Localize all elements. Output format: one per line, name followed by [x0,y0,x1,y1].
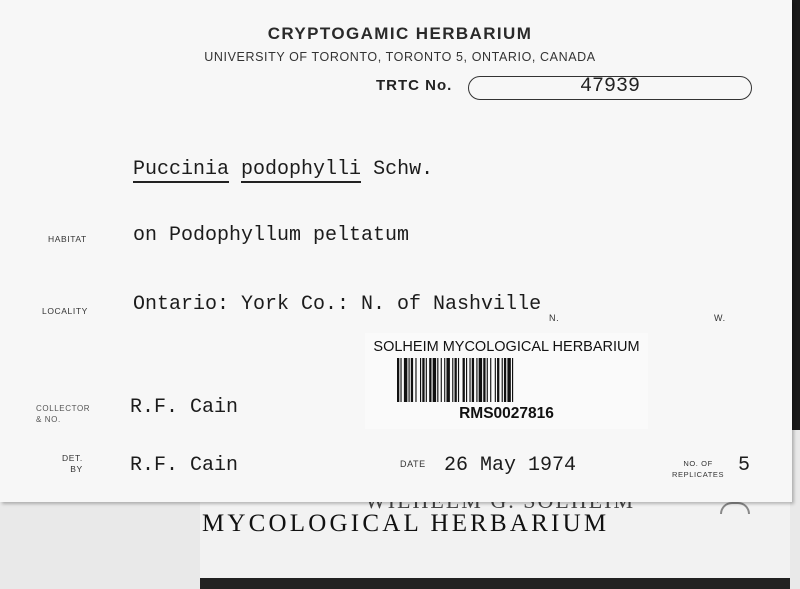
replicates-value: 5 [738,454,751,477]
locality-label: LOCALITY [42,306,88,316]
species-name: podophylli [241,158,362,181]
barcode-institution: SOLHEIM MYCOLOGICAL HERBARIUM [373,339,640,355]
herbarium-title: CRYPTOGAMIC HERBARIUM [267,24,533,43]
locality-value: Ontario: York Co.: N. of Nashville [133,293,542,316]
genus-name: Puccinia [133,158,230,181]
habitat-value: on Podophyllum peltatum [133,224,410,247]
date-label: DATE [400,459,426,469]
barcode-icon [397,358,617,402]
date-value: 26 May 1974 [444,454,577,477]
collector-label: COLLECTOR & NO. [36,404,91,424]
north-marker: N. [549,313,560,323]
replicates-label: NO. OF REPLICATES [672,459,725,479]
det-by-label: DET. BY [62,453,83,474]
barcode-number: RMS0027816 [459,405,554,422]
trtc-number: 47939 [579,75,640,98]
collector-value: R.F. Cain [130,396,239,419]
university-address: UNIVERSITY OF TORONTO, TORONTO 5, ONTARIO, CANADA [204,50,596,64]
west-marker: W. [714,313,726,323]
underlying-label-strip [200,500,790,589]
trtc-label: TRTC No. [376,77,453,94]
underlying-seal-edge [720,502,750,514]
specimen-name [133,158,433,181]
barcode-label [365,333,648,429]
habitat-label: HABITAT [48,234,87,244]
underlying-dark-edge [200,578,790,589]
underlying-herbarium-text: MYCOLOGICAL HERBARIUM [202,510,610,537]
author-name: Schw. [373,158,434,181]
determiner-value: R.F. Cain [130,454,239,477]
